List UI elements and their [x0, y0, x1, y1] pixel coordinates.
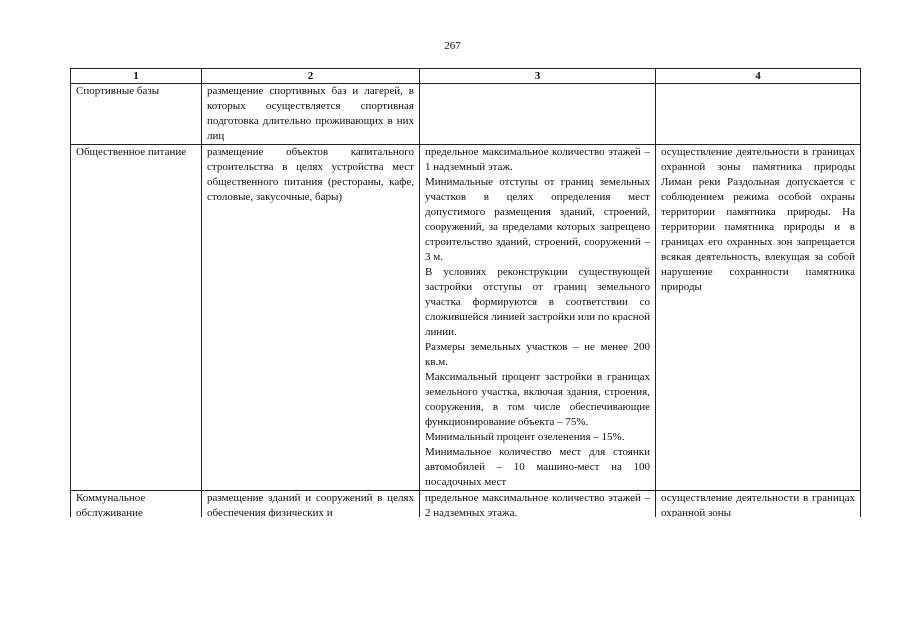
- parameter-paragraph: Минимальные отступы от границ земельных участков в целях определения мест допустимого размещения зданий, строений, сооружений, за пределами которых запрещено строительство зданий, строений, сооружений – 3 м.: [425, 176, 650, 263]
- table-row: [71, 145, 861, 491]
- land-use-description-cell: [202, 84, 420, 145]
- parameter-paragraph: предельное максимальное количество этажей – 2 надземных этажа.: [425, 492, 650, 517]
- parameter-paragraph: Максимальный процент застройки в границах земельного участка, включая здания, строения, сооружения, в том числе обеспечивающие функционирование объекта – 75%.: [425, 371, 650, 428]
- land-use-description-cell: [202, 145, 420, 491]
- table-header-row: [71, 69, 861, 84]
- parameter-paragraph: Размеры земельных участков – не менее 200 кв.м.: [425, 341, 650, 368]
- table-row: [71, 84, 861, 145]
- page-number: 267: [444, 40, 461, 52]
- restrictions-text: осуществление деятельности в границах охранной зоны памятника природы Лиман реки Раздольная допускается с соблюдением режима особой охраны территории памятника природы. На территории памятника природы и в границах его охранных зон запрещается всякая деятельность, влекущая за собой нарушение сохранности памятника природы: [661, 146, 855, 293]
- restrictions-cell: [656, 84, 861, 145]
- parameter-paragraph: В условиях реконструкции существующей застройки отступы от границ земельного участка формируются в соответствии со сложившейся линией застройки или по красной линии.: [425, 266, 650, 338]
- land-use-description-cell: [202, 491, 420, 518]
- column-header-1: 1: [71, 69, 202, 84]
- land-use-description: размещение спортивных баз и лагерей, в которых осуществляется спортивная подготовка длительно проживающих в них лиц: [207, 85, 414, 142]
- land-use-type-cell: [71, 491, 202, 518]
- land-use-type: Коммунальное обслуживание: [76, 492, 146, 517]
- land-use-type: Спортивные базы: [76, 85, 160, 97]
- land-use-description: размещение объектов капитального строительства в целях устройства мест общественного питания (рестораны, кафе, столовые, закусочные, бары): [207, 146, 414, 203]
- parameter-paragraph: Минимальный процент озеленения – 15%.: [425, 431, 625, 443]
- land-use-type: Общественное питание: [76, 146, 187, 158]
- land-use-type-cell: [71, 84, 202, 145]
- parameter-paragraph: предельное максимальное количество этажей – 1 надземный этаж.: [425, 146, 650, 173]
- parameters-cell: [420, 84, 656, 145]
- parameters-cell: [420, 491, 656, 518]
- regulations-table: [70, 68, 861, 517]
- restrictions-text: осуществление деятельности в границах охранной зоны: [661, 492, 855, 517]
- parameters-cell: [420, 145, 656, 491]
- column-header-3: 3: [420, 69, 656, 84]
- table-row: [71, 491, 861, 518]
- parameter-paragraph: Минимальное количество мест для стоянки автомобилей – 10 машино-мест на 100 посадочных мест: [425, 446, 650, 488]
- column-header-4: 4: [656, 69, 861, 84]
- restrictions-cell: [656, 491, 861, 518]
- restrictions-cell: [656, 145, 861, 491]
- column-header-2: 2: [202, 69, 420, 84]
- land-use-type-cell: [71, 145, 202, 491]
- land-use-description: размещение зданий и сооружений в целях обеспечения физических и: [207, 492, 414, 517]
